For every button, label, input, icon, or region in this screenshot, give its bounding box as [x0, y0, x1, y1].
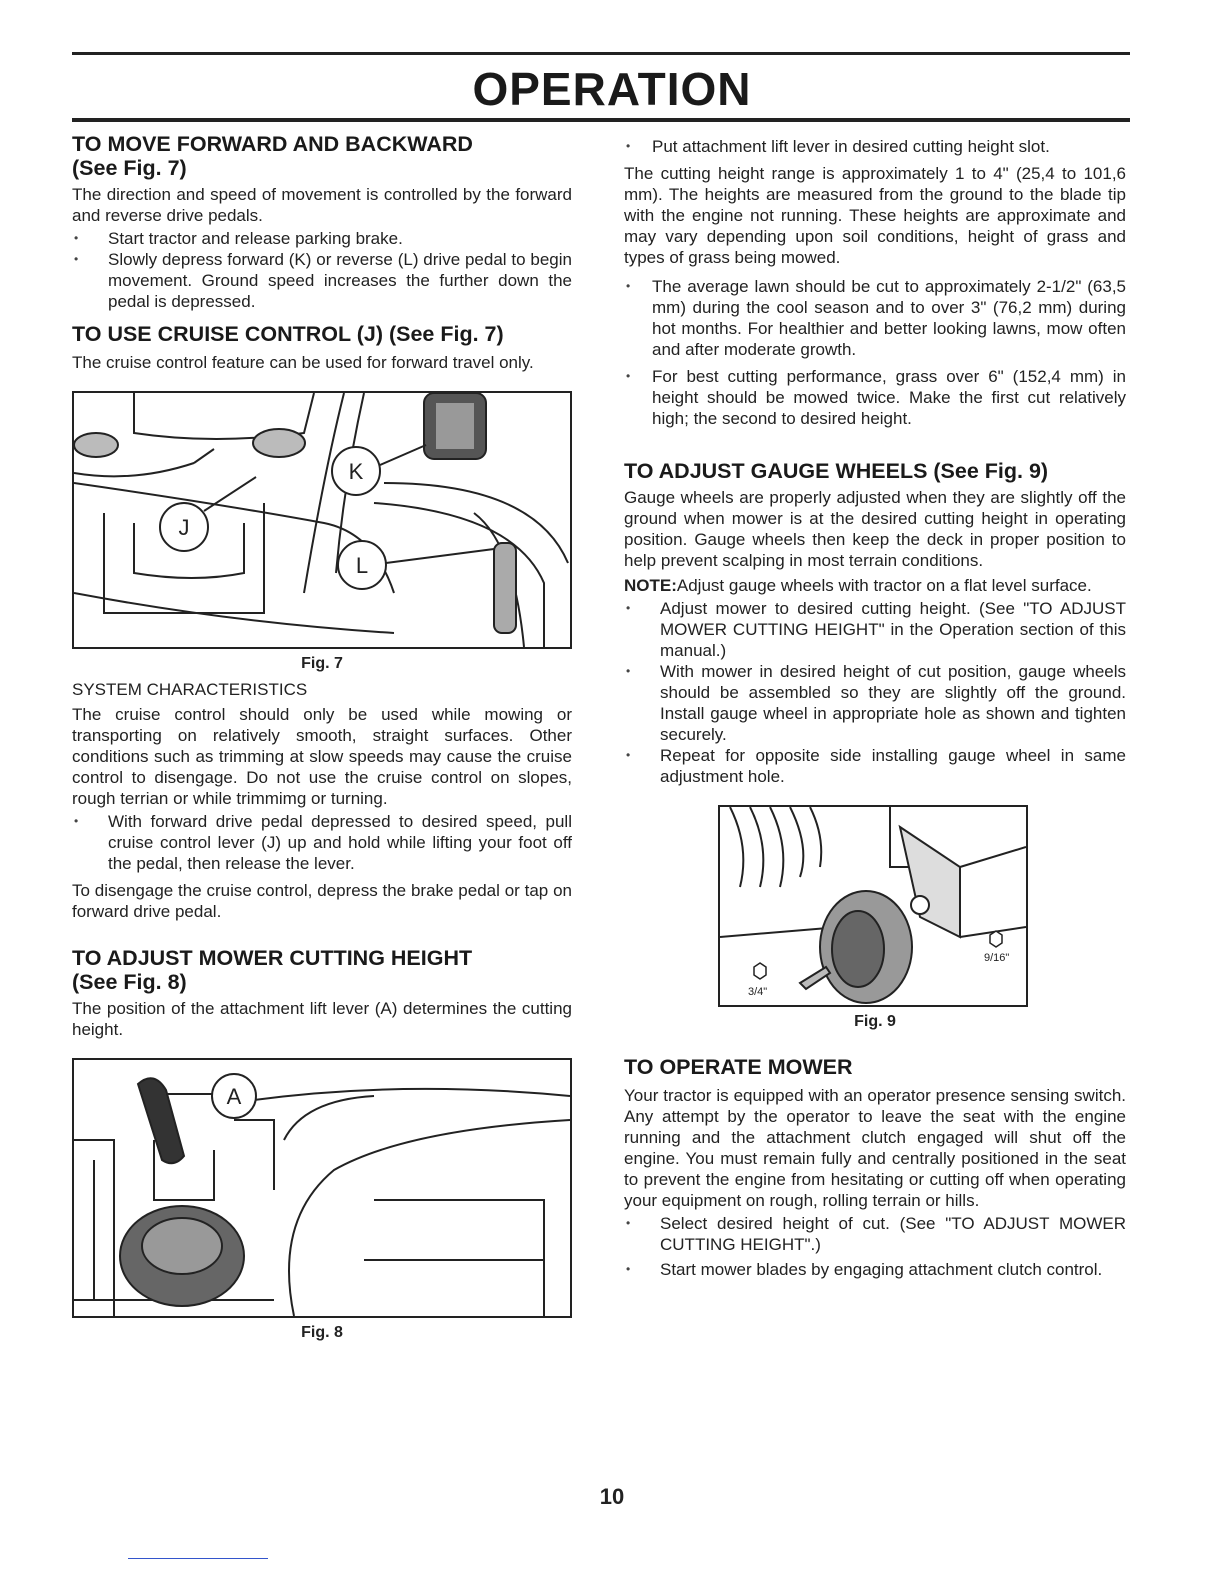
fig7-label-j: J: [178, 515, 190, 540]
fig9-label-9-16: 9/16": [984, 952, 1010, 964]
bullet-list: [624, 598, 1126, 787]
figure-9: [718, 805, 1028, 1007]
list-item: • With mower in desired height of cut position, gauge wheels should be assembled so they are slightly off the ground. Install gauge wheel in appropriate hole as shown and tighten securely.: [624, 661, 1126, 745]
left-column: [72, 132, 572, 1342]
figure-9-caption: Fig. 9: [854, 1013, 896, 1030]
bullet-list: [624, 1213, 1126, 1280]
list-item: • Start mower blades by engaging attachment clutch control.: [624, 1259, 1126, 1280]
paragraph: The cruise control should only be used while mowing or transporting on relatively smooth, straight surfaces. Other conditions such as trimming at slow speeds may cause the cruise control to disengage. Do not use the cruise control on slopes, rough terrian or while trimmimg or turning.: [72, 705, 572, 808]
section-heading-cutting-height: TO ADJUST MOWER CUTTING HEIGHT: [72, 946, 473, 970]
figure-7-caption: Fig. 7: [301, 655, 343, 672]
top-rule: [72, 52, 1130, 55]
list-item: • Start tractor and release parking brake.: [72, 228, 572, 249]
figure-9-illustration: [720, 807, 1026, 1005]
list-item: • Put attachment lift lever in desired cutting height slot.: [624, 136, 1126, 157]
fig8-label-a: A: [226, 1084, 242, 1109]
list-item: • Slowly depress forward (K) or reverse (L) drive pedal to begin movement. Ground speed increases the further down the pedal is depressed.: [72, 249, 572, 312]
title-rule: [72, 118, 1130, 122]
bullet-list: [624, 136, 1126, 157]
section-heading-cruise: TO USE CRUISE CONTROL (J) (See Fig. 7): [72, 322, 504, 346]
bullet-list: [624, 276, 1126, 429]
footer-line: [128, 1558, 268, 1559]
figure-8-caption: Fig. 8: [301, 1324, 343, 1341]
right-column: [624, 136, 1126, 1280]
figure-7-illustration: [74, 393, 570, 647]
list-item: • The average lawn should be cut to approximately 2-1/2" (63,5 mm) during the cool season and to over 3" (76,2 mm) during hot months. For healthier and better looking lawns, mow often and after moderate growth.: [624, 276, 1126, 360]
paragraph: The position of the attachment lift lever (A) determines the cutting height.: [72, 999, 572, 1039]
paragraph: The direction and speed of movement is controlled by the forward and reverse drive pedals.: [72, 185, 572, 225]
section-heading-operate-mower: TO OPERATE MOWER: [624, 1055, 853, 1079]
paragraph: The cruise control feature can be used for forward travel only.: [72, 353, 534, 372]
system-characteristics-heading: SYSTEM CHARACTERISTICS: [72, 680, 308, 699]
fig9-label-3-4: 3/4": [748, 986, 768, 998]
note: [624, 575, 1126, 596]
paragraph: Your tractor is equipped with an operator presence sensing switch. Any attempt by the operator to leave the seat with the engine running and the attachment clutch engaged will shut off the engine. You must remain fully and centrally positioned in the seat to prevent the engine from hesitating or cutting off when operating your equipment on rough, rolling terrain or hills.: [624, 1086, 1126, 1210]
list-item: • Adjust mower to desired cutting height. (See "TO ADJUST MOWER CUTTING HEIGHT" in the Operation section of this manual.): [624, 598, 1126, 661]
list-item: • With forward drive pedal depressed to desired speed, pull cruise control lever (J) up and hold while lifting your foot off the pedal, then release the lever.: [72, 811, 572, 874]
bullet-list: [72, 228, 572, 312]
section-heading-gauge-wheels: TO ADJUST GAUGE WHEELS (See Fig. 9): [624, 459, 1049, 483]
figure-8-illustration: [74, 1060, 570, 1316]
paragraph: Gauge wheels are properly adjusted when they are slightly off the ground when mower is at the desired cutting height in operating position. Gauge wheels then keep the deck in proper position to help prevent scalping in most terrain conditions.: [624, 488, 1126, 570]
bullet-list: [72, 811, 572, 874]
fig7-label-k: K: [348, 459, 364, 484]
section-heading-move: TO MOVE FORWARD AND BACKWARD: [72, 132, 473, 156]
note-text: Adjust gauge wheels with tractor on a flat level surface.: [676, 576, 1092, 595]
section-subheading-move: (See Fig. 7): [72, 156, 187, 180]
fig7-label-l: L: [355, 553, 369, 578]
section-subheading-cutting-height: (See Fig. 8): [72, 970, 187, 994]
page-number: 10: [599, 1484, 625, 1509]
paragraph: The cutting height range is approximately 1 to 4" (25,4 to 101,6 mm). The heights are measured from the ground to the blade tip with the engine not running. These heights are approximate and may vary depending upon soil conditions, height of grass and types of grass being mowed.: [624, 164, 1126, 267]
page-title: OPERATION: [472, 63, 752, 115]
note-label: NOTE:: [624, 576, 677, 595]
list-item: • Select desired height of cut. (See "TO ADJUST MOWER CUTTING HEIGHT".): [624, 1213, 1126, 1255]
paragraph: To disengage the cruise control, depress the brake pedal or tap on forward drive pedal.: [72, 881, 572, 921]
list-item: • For best cutting performance, grass over 6" (152,4 mm) in height should be mowed twice. Make the first cut relatively high; the second to desired height.: [624, 366, 1126, 429]
figure-8: [72, 1058, 572, 1318]
figure-7: [72, 391, 572, 649]
list-item: • Repeat for opposite side installing gauge wheel in same adjustment hole.: [624, 745, 1126, 787]
